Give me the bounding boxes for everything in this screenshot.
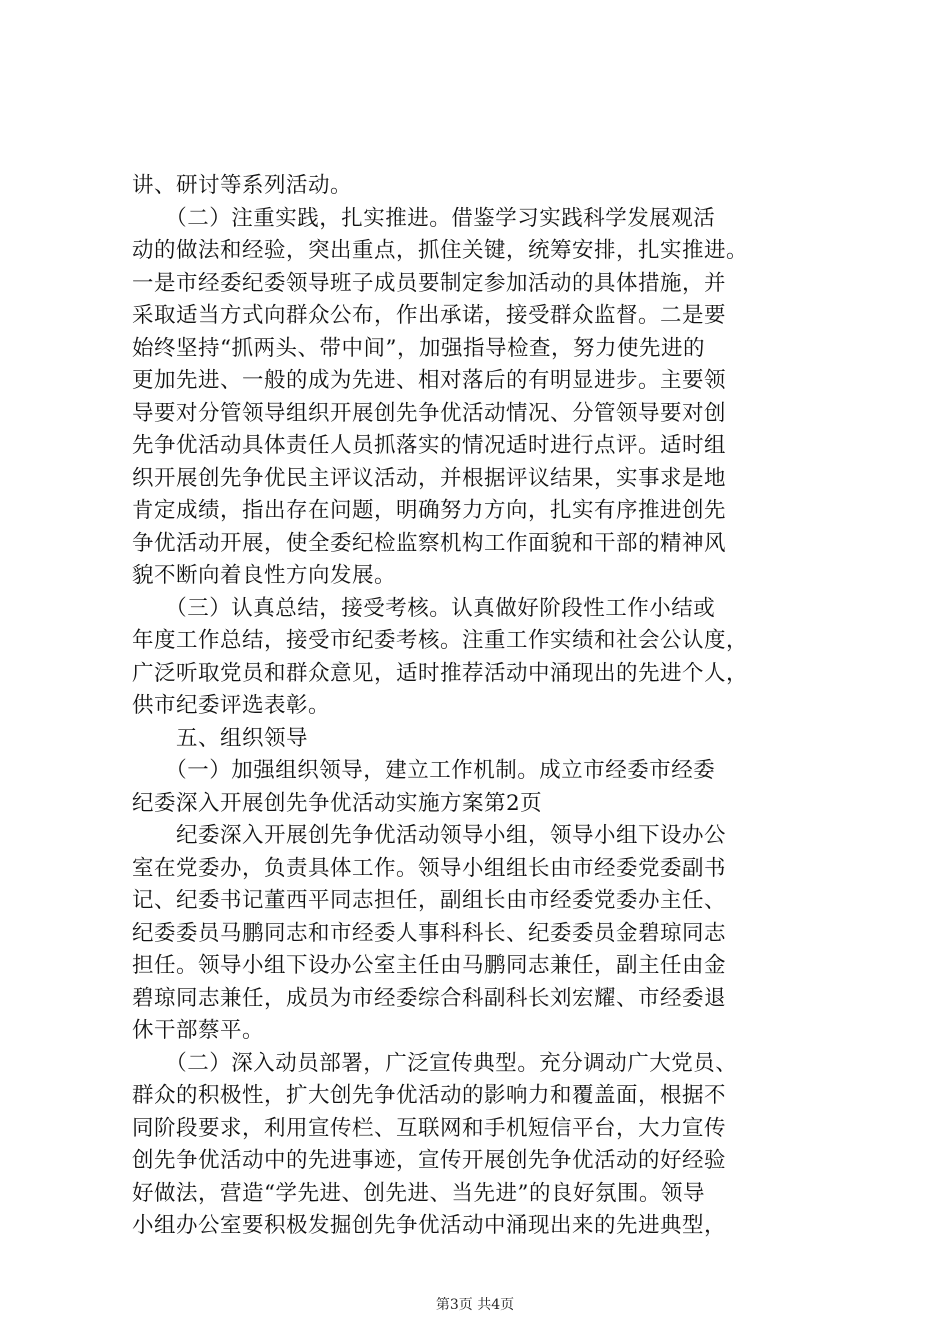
text-line: 采取适当方式向群众公布，作出承诺，接受群众监督。二是要 bbox=[132, 303, 727, 328]
text-line: 好做法，营造“学先进、创先进、当先进”的良好氛围。领导 bbox=[132, 1180, 705, 1206]
page-footer: 第3页 共4页 bbox=[435, 1297, 515, 1313]
text-line: 争优活动开展，使全委纪检监察机构工作面貌和干部的精神风 bbox=[132, 530, 727, 556]
text-line: 年度工作总结，接受市纪委考核。注重工作实绩和社会公认度， bbox=[132, 628, 749, 653]
section-heading: 五、组织领导 bbox=[132, 725, 309, 751]
text-line: 更加先进、一般的成为先进、相对落后的有明显进步。主要领 bbox=[132, 368, 727, 393]
text-line: 同阶段要求，利用宣传栏、互联网和手机短信平台，大力宣传 bbox=[132, 1115, 727, 1141]
text-line: 始终坚持“抓两头、带中间”，加强指导检查，努力使先进的 bbox=[132, 335, 705, 361]
document-body bbox=[132, 170, 832, 1243]
text-line: 导要对分管领导组织开展创先争优活动情况、分管领导要对创 bbox=[132, 400, 727, 426]
text-line: （二）深入动员部署，广泛宣传典型。充分调动广大党员、 bbox=[132, 1050, 738, 1076]
text-line: 一是市经委纪委领导班子成员要制定参加活动的具体措施，并 bbox=[132, 270, 727, 296]
text-line: 供市纪委评选表彰。 bbox=[132, 693, 331, 718]
text-line: 群众的积极性，扩大创先争优活动的影响力和覆盖面，根据不 bbox=[132, 1083, 727, 1108]
text-line: （二）注重实践，扎实推进。借鉴学习实践科学发展观活 bbox=[132, 205, 716, 231]
text-line: 貌不断向着良性方向发展。 bbox=[132, 563, 397, 588]
text-line: 休干部蔡平。 bbox=[132, 1018, 265, 1043]
text-line: 纪委委员马鹏同志和市经委人事科科长、纪委委员金碧琼同志 bbox=[132, 920, 727, 946]
text-line: 讲、研讨等系列活动。 bbox=[132, 173, 353, 198]
text-line: 碧琼同志兼任，成员为市经委综合科副科长刘宏耀、市经委退 bbox=[132, 985, 727, 1011]
text-line: （一）加强组织领导，建立工作机制。成立市经委市经委 bbox=[132, 758, 716, 783]
text-line: 先争优活动具体责任人员抓落实的情况适时进行点评。适时组 bbox=[132, 433, 727, 458]
text-line: 室在党委办，负责具体工作。领导小组组长由市经委党委副书 bbox=[132, 855, 727, 881]
text-line: 织开展创先争优民主评议活动，并根据评议结果，实事求是地 bbox=[132, 465, 727, 491]
text-line: 担任。领导小组下设办公室主任由马鹏同志兼任，副主任由金 bbox=[132, 953, 727, 978]
text-line: （三）认真总结，接受考核。认真做好阶段性工作小结或 bbox=[132, 595, 716, 621]
text-line: 小组办公室要积极发掘创先争优活动中涌现出来的先进典型， bbox=[132, 1213, 727, 1238]
text-line: 广泛听取党员和群众意见，适时推荐活动中涌现出的先进个人， bbox=[132, 660, 749, 686]
text-line: 记、纪委书记董西平同志担任，副组长由市经委党委办主任、 bbox=[132, 888, 727, 913]
text-line: 肯定成绩，指出存在问题，明确努力方向，扎实有序推进创先 bbox=[132, 498, 727, 523]
text-line: 动的做法和经验，突出重点，抓住关键，统筹安排，扎实推进。 bbox=[132, 238, 749, 263]
text-line: 纪委深入开展创先争优活动实施方案第2页 bbox=[132, 790, 543, 816]
text-line: 创先争优活动中的先进事迹，宣传开展创先争优活动的好经验 bbox=[132, 1148, 727, 1173]
text-line: 纪委深入开展创先争优活动领导小组，领导小组下设办公 bbox=[132, 823, 727, 848]
